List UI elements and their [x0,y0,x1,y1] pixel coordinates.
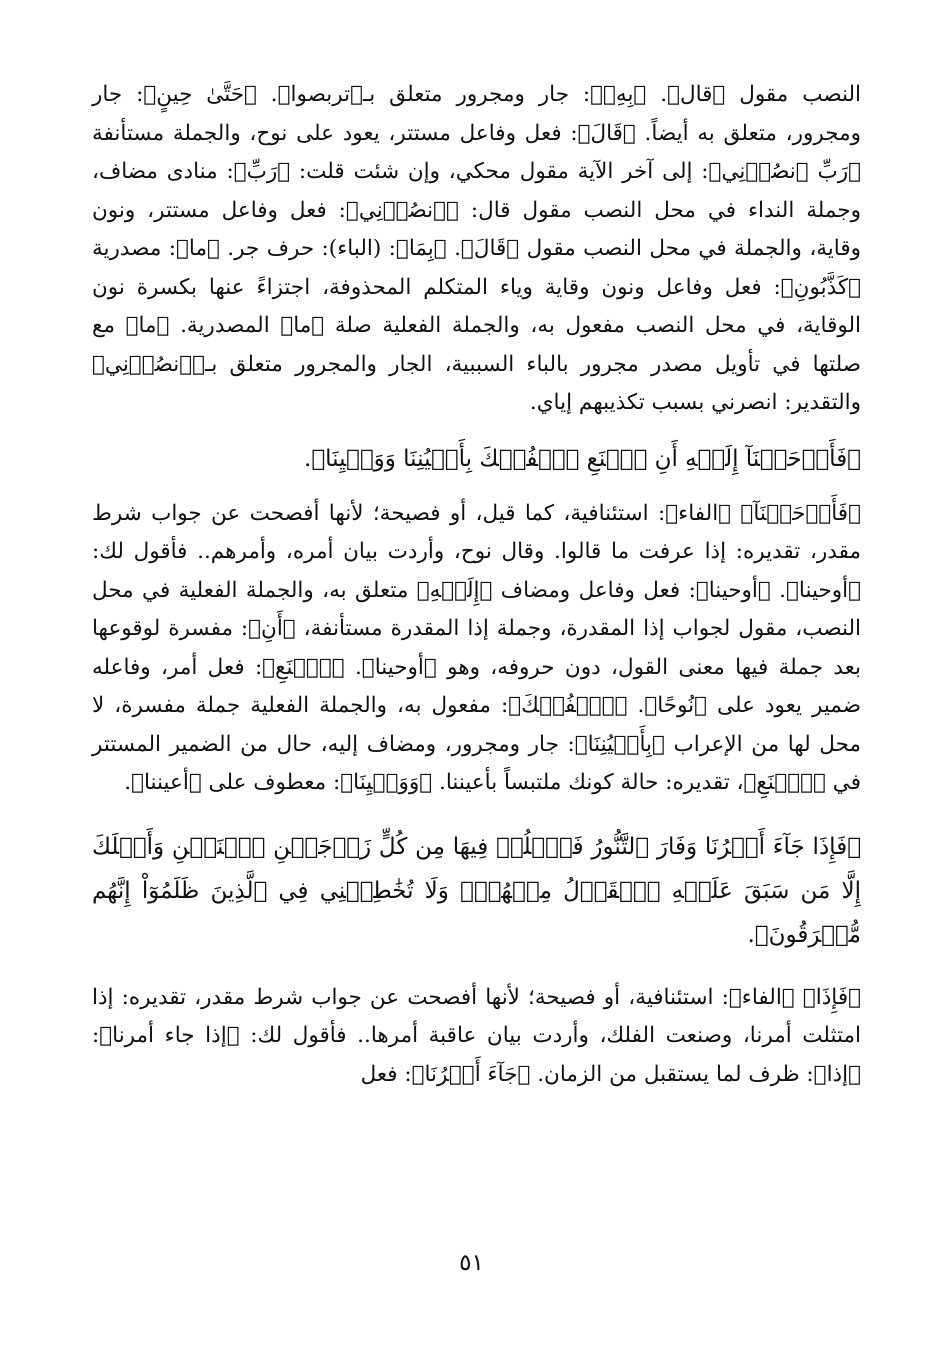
quran-verse-2: ﴿فَإِذَا جَآءَ أَمۡرُنَا وَفَارَ ٱلتَّنُّورُ فَٱسۡلُكۡ فِيهَا مِن كُلٍّ زَوۡجَيۡنِ ٱثۡنَيۡنِ وَأَهۡلَكَ إِلَّا مَن سَبَقَ عَلَيۡهِ ٱلۡقَوۡلُ مِنۡهُمۡۖ وَلَا تُخَٰطِبۡنِي فِي ٱلَّذِينَ ظَلَمُوٓاْ إِنَّهُم مُّغۡرَقُونَ﴾. [92,833,861,948]
spacer [92,957,861,979]
paragraph-1: النصب مقول ﴿قال﴾. ﴿بِهِۦ﴾: جار ومجرور متعلق بـ﴿تربصوا﴾. ﴿حَتَّىٰ حِينٍ﴾: جار ومجرور، متعلق به أيضاً. ﴿قَالَ﴾: فعل وفاعل مستتر، يعود على نوح، والجملة مستأنفة ﴿رَبِّ ٱنصُرۡنِي﴾: إلى آخر الآية مقول محكي، وإن شئت قلت: ﴿رَبِّ﴾: منادى مضاف، وجملة النداء في محل النصب مقول قال: ﴿ٱنصُرۡنِي﴾: فعل وفاعل مستتر، ونون وقاية، والجملة في محل النصب مقول ﴿قَالَ﴾. ﴿بِمَا﴾: (الباء): حرف جر. ﴿ما﴾: مصدرية ﴿كَذَّبُونِ﴾: فعل وفاعل ونون وقاية وياء المتكلم المحذوفة، اجتزاءً عنها بكسرة نون الوقاية، في محل النصب مفعول به، والجملة الفعلية صلة ﴿ما﴾ المصدرية. ﴿ما﴾ مع صلتها في تأويل مصدر مجرور بالباء السببية، الجار والمجرور متعلق بـ﴿ٱنصُرۡنِي﴾ والتقدير: انصرني بسبب تكذيبهم إياي. [92,82,861,415]
paragraph-2: ﴿فَأَوۡحَيۡنَآ﴾ ﴿الفاء﴾: استئنافية، كما قيل، أو فصيحة؛ لأنها أفصحت عن جواب شرط مقدر، تقديره: إذا عرفت ما قالوا. وقال نوح، وأردت بيان أمره، وأمرهم.. فأقول لك: ﴿أوحينا﴾. ﴿أوحينا﴾: فعل وفاعل ومضاف ﴿إِلَيۡهِ﴾ متعلق به، والجملة الفعلية في محل النصب، مقول لجواب إذا المقدرة، وجملة إذا المقدرة مستأنفة، ﴿أَنِ﴾: مفسرة لوقوعها بعد جملة فيها معنى القول، دون حروفه، وهو ﴿أوحينا﴾. ﴿ٱصۡنَعِ﴾: فعل أمر، وفاعله ضمير يعود على ﴿نُوحًا﴾. ﴿ٱلۡفُلۡكَ﴾: مفعول به، والجملة الفعلية جملة مفسرة، لا محل لها من الإعراب ﴿بِأَعۡيُنِنَا﴾: جار ومجرور، ومضاف إليه، حال من الضمير المستتر في ﴿ٱصۡنَعِ﴾، تقديره: حالة كونك ملتبساً بأعيننا. ﴿وَوَحۡيِنَا﴾: معطوف على ﴿أعيننا﴾. [92,500,861,795]
paragraph-3: ﴿فَإِذَا﴾ ﴿الفاء﴾: استئنافية، أو فصيحة؛ لأنها أفصحت عن جواب شرط مقدر، تقديره: إذا امتثلت أمرنا، وصنعت الفلك، وأردت بيان عاقبة أمرها.. فأقول لك: ﴿إذا جاء أمرنا﴾: ﴿إذا﴾: ظرف لما يستقبل من الزمان. ﴿جَآءَ أَمۡرُنَا﴾: فعل [92,984,861,1087]
quran-verse-1: ﴿فَأَوۡحَيۡنَآ إِلَيۡهِ أَنِ ٱصۡنَعِ ٱلۡفُلۡكَ بِأَعۡيُنِنَا وَوَحۡيِنَا﴾. [304,445,861,472]
document-page [92,76,861,1371]
spacer [92,423,861,437]
page-number: ٥١ [459,1250,484,1276]
spacer [92,803,861,825]
spacer [92,481,861,495]
